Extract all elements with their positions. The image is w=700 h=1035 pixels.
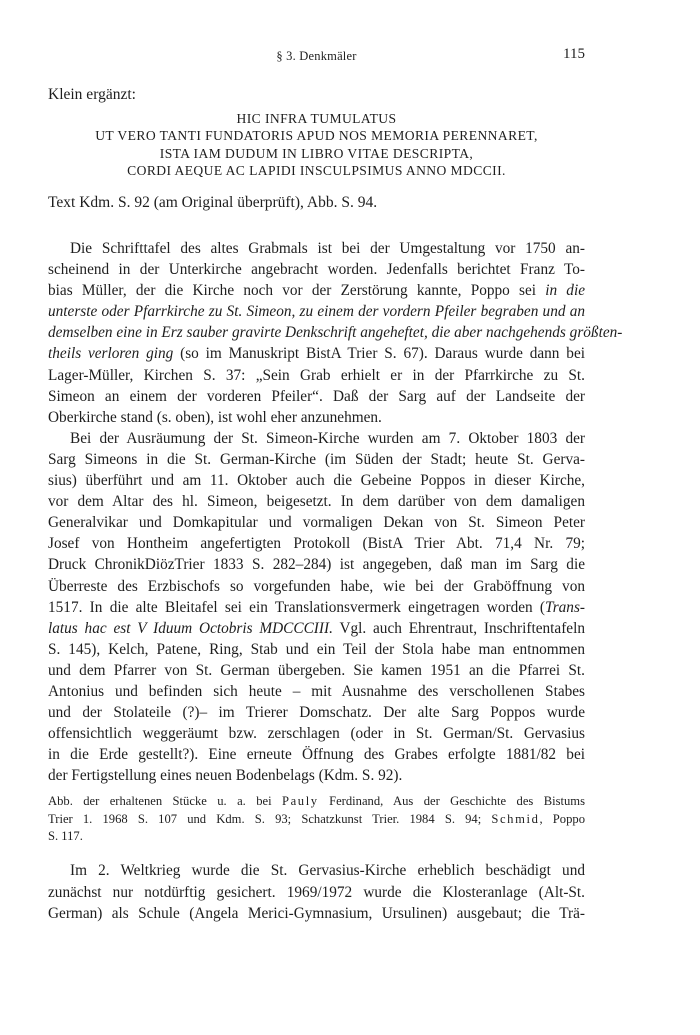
running-head (48, 46, 585, 68)
reference-line: S. 117. (48, 829, 83, 843)
quote-segment: theils verloren ging (48, 345, 174, 363)
text-line: in die Erde gestellt?). Eine erneute Öffnung des Grabes erfolgte 1881/82 bei (48, 746, 585, 764)
author-name: Pauly (282, 794, 319, 808)
text-segment: bias Müller, der die Kirche noch vor der Zerstörung kannte, Poppo sei (48, 282, 546, 300)
text-segment: , Poppo (539, 811, 585, 826)
text-line (48, 322, 623, 343)
reference-note (48, 793, 585, 846)
reference-line (48, 811, 585, 829)
text-line: Antonius und befinden sich heute – mit Ausnahme des verschollenen Stabes (48, 682, 585, 700)
source-note: Text Kdm. S. 92 (am Original überprüft), Abb. S. 94. (48, 194, 378, 211)
closing-paragraph (48, 860, 585, 925)
text-line: Generalvikar und Domkapitular und vormaligen Dekan von St. Simeon Peter (48, 514, 585, 532)
text-segment: Ferdinand, Aus der Geschichte des Bistums (318, 794, 585, 808)
text-segment: Abb. der erhaltenen Stücke u. a. bei (48, 794, 282, 808)
inscription-line: ISTA IAM DUDUM IN LIBRO VITAE DESCRIPTA, (159, 145, 474, 161)
text-line: Die Schrifttafel des altes Grabmals ist bei der Umgestaltung vor 1750 an- (70, 240, 585, 257)
inscription-line: UT VERO TANTI FUNDATORIS APUD NOS MEMORIA PERENNARET, (95, 128, 538, 144)
intro-line: Klein ergänzt: (48, 86, 136, 103)
text-line: Oberkirche stand (s. oben), ist wohl eher anzunehmen. (48, 408, 382, 426)
text-line: Druck ChronikDiözTrier 1833 S. 282–284) ist angegeben, daß man im Sarg die (48, 556, 585, 574)
reference-line (48, 793, 585, 811)
page-number: 115 (563, 46, 585, 62)
text-line: vor dem Altar des hl. Simeon, beigesetzt. In dem darüber von dem damaligen (48, 493, 585, 511)
text-segment: 1517. In die alte Bleitafel sei ein Translationsvermerk eingetragen worden ( (48, 598, 546, 616)
body-text (48, 238, 623, 786)
text-line (48, 597, 585, 618)
inscription-block (48, 110, 585, 179)
text-line: zunächst nur notdürftig gesichert. 1969/1972 wurde die Klosteranlage (Alt-St. (48, 883, 585, 901)
text-line: Josef von Hontheim angefertigten Protokoll (BistA Trier Abt. 71,4 Nr. 79; (48, 535, 585, 553)
text-line: Im 2. Weltkrieg wurde die St. Gervasius-Kirche erheblich beschädigt und (70, 862, 585, 879)
text-line: und der Stolateile (?)– im Trierer Domschatz. Der alte Sarg Poppos wurde (48, 704, 585, 722)
text-line (48, 280, 585, 301)
quote-segment: demselben eine in Erz sauber gravirte Denkschrift angeheftet, die aber nachgehends größten- (48, 324, 623, 342)
text-line (48, 618, 585, 639)
text-line: Simeon an einem der vorderen Pfeiler“. Daß der Sarg auf der Landseite der (48, 387, 585, 405)
text-line: German) als Schule (Angela Merici-Gymnasium, Ursulinen) ausgebaut; die Trä- (48, 905, 585, 922)
section-title: § 3. Denkmäler (276, 49, 357, 63)
text-line: der Fertigstellung eines neuen Bodenbelags (Kdm. S. 92). (48, 767, 403, 785)
inscription-line: HIC INFRA TUMULATUS (236, 111, 397, 126)
text-line: Sarg Simeons in die St. German-Kirche (im Süden der Stadt; heute St. Gerva- (48, 450, 585, 468)
text-line: Bei der Ausräumung der St. Simeon-Kirche wurden am 7. Oktober 1803 der (70, 429, 585, 447)
quote-segment: latus hac est V Iduum Octobris MDCCCIII. (48, 619, 333, 637)
text-line: Überreste des Erzbischofs so vorgefunden habe, wie bei der Graböffnung von (48, 577, 585, 595)
quote-segment: unterste oder Pfarrkirche zu St. Simeon, zu einem der vordern Pfeiler begraben und an (48, 303, 585, 321)
text-line: Lager-Müller, Kirchen S. 37: „Sein Grab erhielt er in der Pfarrkirche zu St. (48, 366, 585, 384)
text-line: scheinend in der Unterkirche angebracht worden. Jedenfalls berichtet Franz To- (48, 261, 585, 279)
text-line: sius) überführt und am 11. Oktober auch die Gebeine Poppos in dieser Kirche, (48, 472, 585, 490)
quote-segment: in die (545, 282, 585, 300)
text-line (48, 343, 585, 364)
quote-segment: Trans- (545, 598, 585, 616)
text-line: S. 145), Kelch, Patene, Ring, Stab und ein Teil der Stola habe man entnommen (48, 640, 585, 658)
text-line (48, 301, 585, 322)
text-segment: (so im Manuskript BistA Trier S. 67). Daraus wurde dann bei (173, 345, 585, 363)
inscription-line: CORDI AEQUE AC LAPIDI INSCULPSIMUS ANNO MDCCII. (127, 162, 506, 178)
text-segment: Vgl. auch Ehrentraut, Inschriftentafeln (332, 619, 585, 637)
author-name: Schmid (491, 811, 540, 826)
text-line: offensichtlich weggeräumt bzw. zerschlagen (oder in St. German/St. Gervasius (48, 725, 585, 743)
text-line: und dem Pfarrer von St. German übergeben. Sie kamen 1951 an die Pfarrei St. (48, 661, 585, 679)
text-segment: Trier 1. 1968 S. 107 und Kdm. S. 93; Schatzkunst Trier. 1984 S. 94; (48, 811, 492, 826)
